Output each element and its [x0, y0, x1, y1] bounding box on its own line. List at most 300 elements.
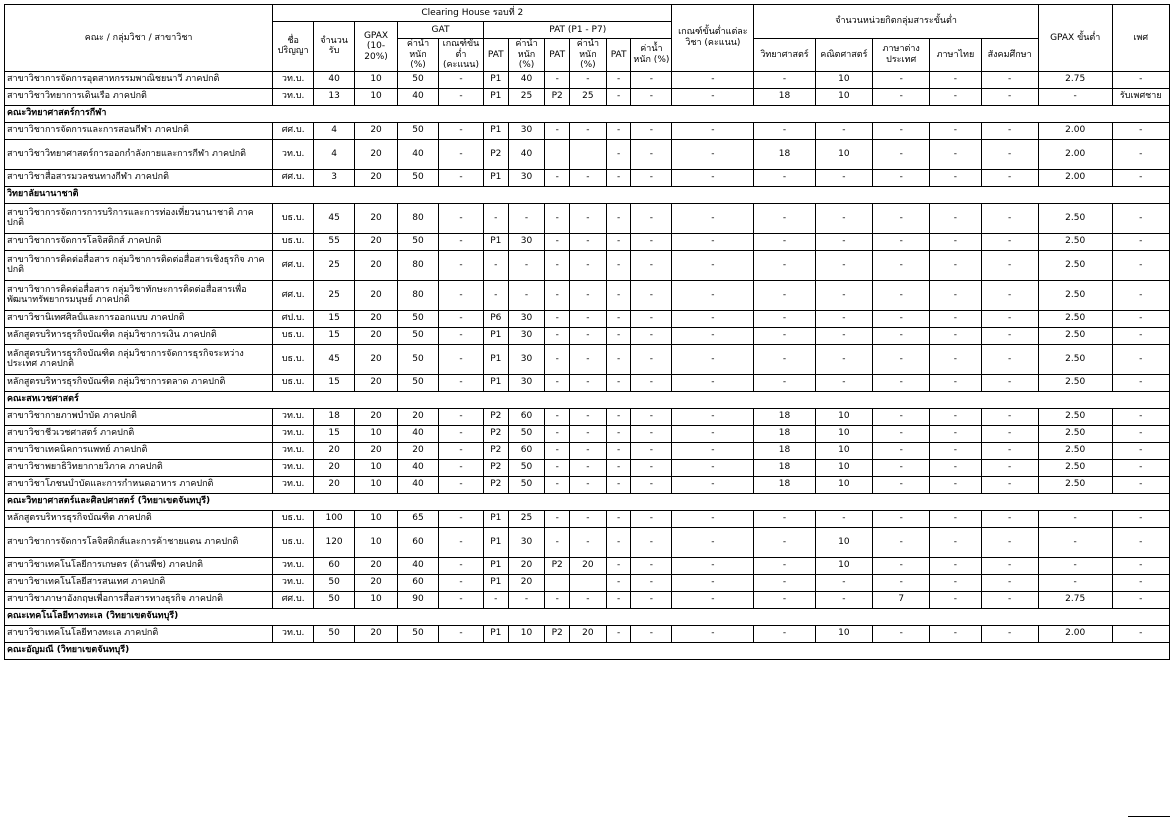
table-cell: 25: [508, 510, 545, 527]
table-cell: -: [981, 250, 1038, 280]
table-cell: 40: [398, 459, 439, 476]
table-cell: -: [631, 203, 672, 233]
table-cell: -: [569, 459, 606, 476]
table-row: [5, 425, 1170, 442]
section-header-row: [5, 642, 1170, 659]
table-cell: -: [606, 71, 631, 88]
table-cell: -: [438, 591, 483, 608]
table-cell: บธ.บ.: [273, 527, 314, 557]
table-cell: -: [438, 88, 483, 105]
section-title: คณะอัญมณี (วิทยาเขตจันทบุรี): [5, 642, 1170, 659]
table-cell: 18: [754, 88, 815, 105]
table-cell: 10: [815, 527, 872, 557]
table-cell: 18: [754, 459, 815, 476]
table-row: [5, 344, 1170, 374]
table-cell: -: [438, 203, 483, 233]
table-cell: -: [873, 88, 930, 105]
table-cell: -: [438, 510, 483, 527]
table-cell: -: [873, 122, 930, 139]
table-cell: -: [873, 408, 930, 425]
program-name: สาขาวิชาวิทยาการเดินเรือ ภาคปกติ: [5, 88, 273, 105]
table-cell: -: [873, 169, 930, 186]
header-pat2-weight: ค่าน้ำหนัก (%): [569, 39, 606, 72]
table-cell: -: [606, 510, 631, 527]
table-cell: -: [815, 327, 872, 344]
table-cell: -: [1112, 122, 1169, 139]
table-cell: -: [545, 425, 570, 442]
header-clearing: Clearing House รอบที่ 2: [273, 5, 672, 22]
table-cell: 50: [398, 71, 439, 88]
table-cell: -: [754, 527, 815, 557]
table-cell: -: [815, 203, 872, 233]
table-cell: P2: [545, 557, 570, 574]
table-cell: -: [438, 459, 483, 476]
table-cell: 20: [355, 233, 398, 250]
table-cell: บธ.บ.: [273, 374, 314, 391]
table-cell: -: [631, 71, 672, 88]
table-cell: -: [930, 310, 981, 327]
table-cell: -: [930, 442, 981, 459]
table-cell: -: [981, 557, 1038, 574]
table-cell: -: [672, 425, 754, 442]
table-cell: บธ.บ.: [273, 510, 314, 527]
table-cell: วท.บ.: [273, 442, 314, 459]
table-cell: -: [930, 459, 981, 476]
table-cell: -: [815, 233, 872, 250]
table-row: [5, 327, 1170, 344]
table-cell: 50: [398, 327, 439, 344]
table-cell: -: [754, 574, 815, 591]
table-cell: 50: [398, 169, 439, 186]
table-cell: 10: [815, 625, 872, 642]
table-cell: P2: [484, 408, 509, 425]
table-cell: 40: [314, 71, 355, 88]
table-cell: 10: [815, 139, 872, 169]
table-cell: -: [873, 425, 930, 442]
table-cell: -: [754, 71, 815, 88]
header-gat-min: เกณฑ์ขั้นต่ำ (คะแนน): [438, 39, 483, 72]
table-row: [5, 250, 1170, 280]
table-cell: 20: [355, 310, 398, 327]
table-cell: -: [930, 591, 981, 608]
table-cell: 20: [355, 122, 398, 139]
table-cell: -: [438, 122, 483, 139]
table-cell: -: [569, 310, 606, 327]
table-cell: -: [569, 327, 606, 344]
table-cell: -: [606, 574, 631, 591]
table-cell: -: [631, 408, 672, 425]
program-name: สาขาวิชาการจัดการโลจิสติกส์และการค้าชายแดน ภาคปกติ: [5, 527, 273, 557]
table-cell: -: [545, 527, 570, 557]
table-cell: -: [438, 374, 483, 391]
table-cell: -: [815, 374, 872, 391]
table-cell: -: [545, 459, 570, 476]
table-cell: -: [631, 591, 672, 608]
table-cell: -: [981, 510, 1038, 527]
table-cell: P2: [484, 425, 509, 442]
program-name: สาขาวิชาเทคนิคการแพทย์ ภาคปกติ: [5, 442, 273, 459]
table-cell: P1: [484, 327, 509, 344]
table-cell: 50: [398, 233, 439, 250]
table-cell: 25: [314, 250, 355, 280]
table-cell: -: [569, 71, 606, 88]
table-cell: [545, 139, 570, 169]
table-cell: -: [873, 203, 930, 233]
table-cell: -: [873, 327, 930, 344]
table-row: [5, 122, 1170, 139]
table-cell: 2.50: [1038, 203, 1112, 233]
table-cell: -: [569, 510, 606, 527]
table-cell: 2.50: [1038, 476, 1112, 493]
table-cell: -: [545, 442, 570, 459]
table-cell: -: [484, 250, 509, 280]
table-cell: -: [873, 250, 930, 280]
table-row: [5, 510, 1170, 527]
table-cell: 60: [508, 442, 545, 459]
table-cell: บธ.บ.: [273, 203, 314, 233]
table-cell: P1: [484, 71, 509, 88]
header-social: สังคมศึกษา: [981, 39, 1038, 72]
table-cell: [545, 574, 570, 591]
table-cell: -: [606, 625, 631, 642]
table-cell: -: [930, 280, 981, 310]
table-row: [5, 71, 1170, 88]
table-cell: -: [438, 557, 483, 574]
table-cell: 20: [355, 169, 398, 186]
table-cell: -: [438, 310, 483, 327]
section-header-row: [5, 391, 1170, 408]
table-cell: -: [1112, 169, 1169, 186]
table-cell: P1: [484, 527, 509, 557]
table-cell: -: [569, 280, 606, 310]
table-cell: 20: [355, 574, 398, 591]
table-cell: -: [930, 625, 981, 642]
program-name: สาขาวิชาสื่อสารมวลชนทางกีฬา ภาคปกติ: [5, 169, 273, 186]
table-cell: -: [754, 310, 815, 327]
table-cell: -: [1112, 139, 1169, 169]
table-cell: -: [438, 71, 483, 88]
table-cell: 50: [508, 459, 545, 476]
table-cell: -: [569, 408, 606, 425]
table-row: [5, 574, 1170, 591]
table-cell: 20: [355, 250, 398, 280]
program-name: สาขาวิชาการติดต่อสื่อสาร กลุ่มวิชาทักษะการติดต่อสื่อสารเพื่อพัฒนาทรัพยากรมนุษย์ ภาคปกติ: [5, 280, 273, 310]
table-cell: -: [631, 310, 672, 327]
table-cell: -: [545, 344, 570, 374]
table-cell: 18: [754, 139, 815, 169]
table-cell: 20: [508, 574, 545, 591]
table-cell: 2.50: [1038, 374, 1112, 391]
table-cell: -: [1112, 408, 1169, 425]
table-cell: -: [981, 425, 1038, 442]
table-cell: -: [873, 625, 930, 642]
table-cell: -: [981, 310, 1038, 327]
table-cell: 10: [815, 425, 872, 442]
table-cell: 45: [314, 344, 355, 374]
table-cell: 20: [314, 442, 355, 459]
table-cell: -: [484, 591, 509, 608]
table-cell: -: [754, 625, 815, 642]
table-cell: 15: [314, 327, 355, 344]
table-cell: -: [672, 510, 754, 527]
table-cell: 2.50: [1038, 250, 1112, 280]
table-cell: -: [672, 374, 754, 391]
table-cell: -: [1112, 510, 1169, 527]
table-cell: -: [484, 203, 509, 233]
program-name: หลักสูตรบริหารธุรกิจบัณฑิต กลุ่มวิชาการตลาด ภาคปกติ: [5, 374, 273, 391]
table-cell: -: [873, 574, 930, 591]
table-cell: 15: [314, 310, 355, 327]
table-cell: -: [606, 88, 631, 105]
table-cell: -: [631, 122, 672, 139]
table-row: [5, 310, 1170, 327]
table-cell: 10: [815, 408, 872, 425]
table-cell: -: [672, 344, 754, 374]
table-cell: 40: [508, 139, 545, 169]
table-cell: -: [930, 71, 981, 88]
table-cell: -: [1112, 71, 1169, 88]
table-cell: -: [1038, 88, 1112, 105]
table-cell: -: [873, 510, 930, 527]
table-row: [5, 459, 1170, 476]
header-thai: ภาษาไทย: [930, 39, 981, 72]
table-cell: 20: [355, 139, 398, 169]
table-cell: -: [508, 591, 545, 608]
table-cell: -: [672, 88, 754, 105]
table-cell: -: [981, 139, 1038, 169]
table-cell: 2.50: [1038, 442, 1112, 459]
table-cell: -: [981, 374, 1038, 391]
table-cell: -: [1038, 510, 1112, 527]
table-cell: 50: [398, 344, 439, 374]
table-cell: -: [981, 442, 1038, 459]
table-cell: -: [672, 442, 754, 459]
table-cell: 20: [355, 203, 398, 233]
table-cell: -: [981, 203, 1038, 233]
program-name: สาขาวิชากายภาพบำบัด ภาคปกติ: [5, 408, 273, 425]
table-cell: -: [438, 425, 483, 442]
table-cell: P1: [484, 557, 509, 574]
table-cell: -: [438, 625, 483, 642]
table-cell: P1: [484, 625, 509, 642]
table-cell: -: [631, 425, 672, 442]
table-row: [5, 139, 1170, 169]
table-cell: บธ.บ.: [273, 344, 314, 374]
table-cell: -: [981, 574, 1038, 591]
program-name: สาขาวิชาการจัดการโลจิสติกส์ ภาคปกติ: [5, 233, 273, 250]
table-cell: -: [930, 574, 981, 591]
header-credits: จำนวนหน่วยกิตกลุ่มสาระขั้นต่ำ: [754, 5, 1039, 39]
table-cell: -: [438, 476, 483, 493]
table-cell: วท.บ.: [273, 71, 314, 88]
table-cell: P1: [484, 233, 509, 250]
table-cell: -: [1112, 442, 1169, 459]
table-cell: วท.บ.: [273, 425, 314, 442]
table-cell: 40: [398, 476, 439, 493]
table-cell: -: [754, 280, 815, 310]
section-title: คณะเทคโนโลยีทางทะเล (วิทยาเขตจันทบุรี): [5, 608, 1170, 625]
table-cell: 120: [314, 527, 355, 557]
table-cell: P1: [484, 88, 509, 105]
table-cell: 50: [508, 425, 545, 442]
table-cell: -: [930, 425, 981, 442]
table-cell: -: [981, 71, 1038, 88]
table-cell: วท.บ.: [273, 476, 314, 493]
table-cell: 60: [508, 408, 545, 425]
table-cell: 10: [355, 510, 398, 527]
table-cell: -: [631, 233, 672, 250]
table-cell: -: [1112, 476, 1169, 493]
table-cell: -: [873, 280, 930, 310]
table-cell: 50: [508, 476, 545, 493]
table-cell: -: [569, 169, 606, 186]
table-cell: 2.50: [1038, 425, 1112, 442]
table-cell: P1: [484, 510, 509, 527]
header-degree: ชื่อปริญญา: [273, 22, 314, 72]
table-cell: ศศ.บ.: [273, 122, 314, 139]
table-cell: -: [569, 122, 606, 139]
section-title: คณะวิทยาศาสตร์การกีฬา: [5, 105, 1170, 122]
table-cell: 20: [569, 557, 606, 574]
table-cell: -: [672, 203, 754, 233]
table-cell: 20: [355, 408, 398, 425]
table-cell: 20: [355, 327, 398, 344]
table-cell: -: [545, 169, 570, 186]
table-cell: -: [815, 344, 872, 374]
table-cell: -: [545, 233, 570, 250]
program-name: สาขาวิชาพยาธิวิทยากายวิภาค ภาคปกติ: [5, 459, 273, 476]
table-cell: -: [631, 139, 672, 169]
table-cell: -: [1112, 557, 1169, 574]
header-foreign: ภาษาต่างประเทศ: [873, 39, 930, 72]
table-cell: -: [930, 250, 981, 280]
table-cell: -: [930, 527, 981, 557]
table-cell: 65: [398, 510, 439, 527]
header-math: คณิตศาสตร์: [815, 39, 872, 72]
table-cell: 10: [355, 476, 398, 493]
table-body: [5, 71, 1170, 659]
table-cell: 2.50: [1038, 344, 1112, 374]
table-cell: 60: [398, 527, 439, 557]
table-cell: 50: [314, 591, 355, 608]
table-cell: 40: [398, 88, 439, 105]
table-cell: 20: [508, 557, 545, 574]
table-cell: -: [672, 139, 754, 169]
table-cell: 50: [314, 625, 355, 642]
table-cell: -: [672, 280, 754, 310]
table-cell: -: [569, 527, 606, 557]
table-cell: -: [545, 310, 570, 327]
table-cell: -: [930, 327, 981, 344]
table-cell: วท.บ.: [273, 459, 314, 476]
table-cell: -: [569, 591, 606, 608]
section-header-row: [5, 186, 1170, 203]
table-cell: -: [981, 625, 1038, 642]
table-cell: -: [569, 425, 606, 442]
table-row: [5, 557, 1170, 574]
table-cell: -: [606, 139, 631, 169]
table-cell: -: [438, 139, 483, 169]
table-cell: -: [1038, 527, 1112, 557]
table-cell: -: [606, 169, 631, 186]
table-cell: -: [754, 591, 815, 608]
table-cell: 40: [398, 557, 439, 574]
table-cell: -: [569, 374, 606, 391]
table-cell: P2: [484, 476, 509, 493]
section-header-row: [5, 493, 1170, 510]
table-cell: 18: [314, 408, 355, 425]
table-cell: 2.50: [1038, 310, 1112, 327]
table-cell: 10: [508, 625, 545, 642]
table-cell: 2.50: [1038, 233, 1112, 250]
header-gat: GAT: [398, 22, 484, 39]
table-cell: 13: [314, 88, 355, 105]
table-cell: P1: [484, 374, 509, 391]
table-cell: บธ.บ.: [273, 233, 314, 250]
header-pat1-weight: ค่าน้ำหนัก (%): [508, 39, 545, 72]
program-name: สาขาวิชาโภชนบำบัดและการกำหนดอาหาร ภาคปกติ: [5, 476, 273, 493]
table-cell: 10: [355, 425, 398, 442]
table-cell: -: [930, 557, 981, 574]
table-cell: 90: [398, 591, 439, 608]
table-cell: 2.00: [1038, 625, 1112, 642]
table-cell: -: [438, 233, 483, 250]
table-cell: -: [981, 344, 1038, 374]
table-cell: 20: [314, 459, 355, 476]
table-cell: -: [815, 310, 872, 327]
table-cell: -: [815, 280, 872, 310]
header-pat1: PAT: [484, 39, 509, 72]
table-cell: -: [438, 280, 483, 310]
table-cell: -: [1038, 574, 1112, 591]
program-name: หลักสูตรบริหารธุรกิจบัณฑิต กลุ่มวิชาการเงิน ภาคปกติ: [5, 327, 273, 344]
table-cell: -: [508, 203, 545, 233]
table-cell: -: [631, 476, 672, 493]
program-name: สาขาวิชาการจัดการอุตสาหกรรมพาณิชยนาวี ภาคปกติ: [5, 71, 273, 88]
table-cell: -: [606, 527, 631, 557]
table-cell: -: [754, 510, 815, 527]
table-cell: 10: [815, 557, 872, 574]
table-cell: 50: [398, 625, 439, 642]
table-cell: -: [672, 310, 754, 327]
program-name: สาขาวิชานิเทศศิลป์และการออกแบบ ภาคปกติ: [5, 310, 273, 327]
table-cell: -: [930, 233, 981, 250]
table-cell: 2.50: [1038, 327, 1112, 344]
table-cell: -: [981, 408, 1038, 425]
table-cell: -: [508, 250, 545, 280]
table-cell: 45: [314, 203, 355, 233]
table-cell: -: [545, 203, 570, 233]
table-cell: -: [1112, 527, 1169, 557]
table-cell: -: [930, 122, 981, 139]
table-cell: -: [873, 344, 930, 374]
table-cell: -: [438, 169, 483, 186]
table-cell: P1: [484, 169, 509, 186]
table-cell: -: [631, 574, 672, 591]
table-cell: -: [438, 408, 483, 425]
table-row: [5, 625, 1170, 642]
header-seats: จำนวนรับ: [314, 22, 355, 72]
table-cell: -: [672, 527, 754, 557]
table-cell: -: [873, 459, 930, 476]
table-cell: -: [1112, 280, 1169, 310]
program-name: สาขาวิชาเทคโนโลยีการเกษตร (ด้านพืช) ภาคปกติ: [5, 557, 273, 574]
program-name: สาขาวิชาการติดต่อสื่อสาร กลุ่มวิชาการติดต่อสื่อสารเชิงธุรกิจ ภาคปกติ: [5, 250, 273, 280]
table-cell: -: [508, 280, 545, 310]
table-cell: -: [815, 169, 872, 186]
table-cell: 4: [314, 122, 355, 139]
table-cell: -: [606, 374, 631, 391]
